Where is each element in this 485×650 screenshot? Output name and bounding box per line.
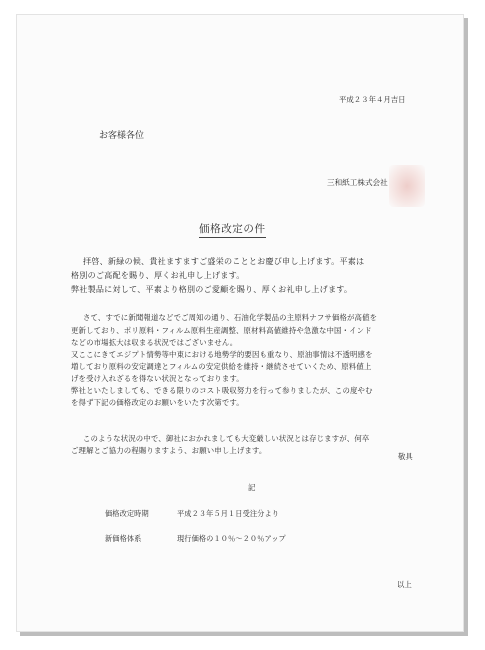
detail-value: 平成２３年５月１日受注分より [177,509,280,518]
paragraph-line: 更新しており、ポリ原料・フィルム原料生産調整、原材料高値維持や急激な中国・インド [71,326,372,335]
letter-title: 価格改定の件 [199,221,266,238]
company-seal [389,165,425,207]
closing-remark: 敬具 [398,452,413,461]
paragraph-line: ご理解とご協力の程賜りますよう、お願い申し上げます。 [71,446,267,455]
recipient: お客様各位 [99,131,145,141]
paragraph-line: 格別のご高配を賜り、厚くお礼申し上げます。 [71,270,245,280]
detail-value: 現行価格の１０％～２０％アップ [177,534,286,543]
document-page [16,14,464,632]
paragraph-line: 弊社製品に対して、平素より格別のご愛顧を賜り、厚くお礼申し上げます。 [71,284,353,294]
letter-date: 平成２３年４月吉日 [339,95,406,104]
paragraph-line: 増しており原料の安定調達とフィルムの安定供給を維持・継続させていくため、原料値上 [71,362,372,371]
paragraph-line: などの市場拡大は収まる状況ではございません。 [71,338,238,347]
paragraph-line: げを受け入れざるを得ない状況となっております。 [71,374,244,383]
paragraph-line: を得ず下記の価格改定のお願いをいたす次第です。 [71,398,244,407]
detail-label: 新価格体系 [105,534,142,543]
detail-label: 価格改定時期 [105,509,149,518]
notes-marker: 記 [248,483,256,492]
paragraph-line: 又ここにきてエジプト情勢等中東における地勢学的要因も重なり、原油事情は不透明感を [71,350,373,359]
paragraph-line: 弊社といたしましても、できる限りのコスト吸収努力を行って参りましたが、この度やむ [71,386,373,395]
company-name: 三和紙工株式会社 [327,178,388,187]
end-marker: 以上 [397,580,412,589]
paragraph-line: このような状況の中で、御社におかれましても大変厳しい状況とは存じますが、何卒 [83,434,370,443]
paragraph-line: さて、すでに新聞報道などでご周知の通り、石油化学製品の主原料ナフサ価格が高値を [83,313,378,322]
paragraph-line: 拝啓、新緑の候、貴社ますますご盛栄のこととお慶び申し上げます。平素は [83,256,365,266]
